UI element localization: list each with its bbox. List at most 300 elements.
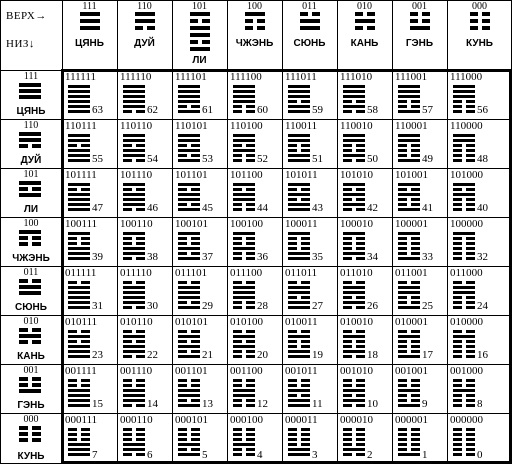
broken-line: [453, 384, 475, 387]
broken-line: [178, 281, 200, 284]
hexagram-111100-symbol: [233, 85, 255, 113]
binary-code: 001001: [395, 365, 428, 377]
hexagram-110111-symbol: [68, 134, 90, 162]
solid-line: [178, 110, 200, 113]
hexagram-number: 40: [477, 202, 488, 214]
broken-line: [398, 350, 420, 353]
row-name: ДУЙ: [20, 155, 42, 166]
column-code: 011: [302, 1, 317, 12]
hexagram-011110-symbol: [123, 281, 145, 309]
solid-line: [123, 301, 145, 304]
broken-line: [453, 453, 475, 456]
hexagram-100111-symbol: [68, 232, 90, 260]
solid-line: [398, 306, 420, 309]
broken-line: [343, 433, 365, 436]
broken-line: [123, 384, 145, 387]
broken-line: [68, 428, 90, 431]
hexagram-cell-46: [117, 168, 172, 217]
solid-line: [398, 95, 420, 98]
hexagram-cell-2: [337, 413, 392, 464]
hexagram-010000-symbol: [453, 330, 475, 358]
solid-line: [178, 389, 200, 392]
hexagram-cell-10: [337, 364, 392, 413]
binary-code: 001110: [120, 365, 153, 377]
hexagram-number: 59: [312, 104, 323, 116]
solid-line: [123, 252, 145, 255]
broken-line: [19, 438, 41, 442]
solid-line: [343, 203, 365, 206]
broken-line: [453, 379, 475, 382]
hexagram-010100-symbol: [233, 330, 255, 358]
solid-line: [123, 286, 145, 289]
solid-line: [343, 301, 365, 304]
solid-line: [343, 448, 365, 451]
solid-line: [245, 12, 265, 16]
binary-code: 100110: [120, 218, 153, 230]
solid-line: [68, 149, 90, 152]
broken-line: [398, 345, 420, 348]
solid-line: [343, 350, 365, 353]
broken-line: [453, 448, 475, 451]
binary-code: 001011: [285, 365, 318, 377]
binary-code: 010011: [285, 316, 318, 328]
hexagram-number: 8: [477, 398, 483, 410]
binary-code: 000001: [395, 414, 428, 426]
row-name: ЧЖЭНЬ: [12, 253, 50, 264]
hexagram-number: 31: [92, 300, 103, 312]
grid-column-line: [117, 0, 118, 464]
solid-line: [178, 198, 200, 201]
solid-line: [178, 257, 200, 260]
grid-row-line: [0, 364, 512, 365]
hexagram-100011-symbol: [288, 232, 310, 260]
solid-line: [178, 291, 200, 294]
solid-line: [398, 453, 420, 456]
broken-line: [300, 12, 320, 16]
hexagram-cell-49: [392, 119, 447, 168]
solid-line: [68, 95, 90, 98]
hexagram-cell-54: [117, 119, 172, 168]
binary-code: 000110: [120, 414, 153, 426]
solid-line: [123, 193, 145, 196]
binary-code: 011011: [285, 267, 318, 279]
solid-line: [178, 183, 200, 186]
broken-line: [398, 105, 420, 108]
binary-code: 001000: [450, 365, 483, 377]
solid-line: [19, 291, 41, 295]
trigram-000-symbol: [19, 426, 41, 442]
trigram-010-symbol: [355, 12, 375, 30]
solid-line: [68, 85, 90, 88]
broken-line: [343, 149, 365, 152]
broken-line: [178, 384, 200, 387]
hexagram-111011-symbol: [288, 85, 310, 113]
hexagram-number: 53: [202, 153, 213, 165]
hexagram-cell-48: [447, 119, 512, 168]
broken-line: [123, 379, 145, 382]
broken-line: [68, 242, 90, 245]
broken-line: [398, 443, 420, 446]
hexagram-010111-symbol: [68, 330, 90, 358]
solid-line: [68, 198, 90, 201]
broken-line: [190, 40, 210, 44]
binary-code: 011010: [340, 267, 373, 279]
hexagram-cell-26: [337, 266, 392, 315]
solid-line: [190, 12, 210, 16]
hexagram-cell-19: [282, 315, 337, 364]
broken-line: [233, 203, 255, 206]
solid-line: [233, 296, 255, 299]
broken-line: [178, 301, 200, 304]
solid-line: [453, 139, 475, 142]
broken-line: [123, 453, 145, 456]
hexagram-110010-symbol: [343, 134, 365, 162]
broken-line: [453, 433, 475, 436]
solid-line: [68, 90, 90, 93]
solid-line: [288, 291, 310, 294]
broken-line: [233, 404, 255, 407]
solid-line: [233, 134, 255, 137]
solid-line: [288, 232, 310, 235]
hexagram-cell-45: [172, 168, 227, 217]
broken-line: [288, 281, 310, 284]
hexagram-cell-36: [227, 217, 282, 266]
column-code: 001: [412, 1, 427, 12]
row-header-100: [0, 217, 62, 266]
solid-line: [19, 389, 41, 393]
solid-line: [68, 350, 90, 353]
binary-code: 010010: [340, 316, 373, 328]
solid-line: [68, 286, 90, 289]
column-code: 110: [137, 1, 152, 12]
broken-line: [123, 330, 145, 333]
solid-line: [68, 257, 90, 260]
hexagram-cell-27: [282, 266, 337, 315]
binary-code: 001100: [230, 365, 263, 377]
binary-code: 101101: [175, 169, 208, 181]
solid-line: [398, 159, 420, 162]
solid-line: [68, 389, 90, 392]
solid-line: [178, 404, 200, 407]
broken-line: [19, 377, 41, 381]
hexagram-number: 63: [92, 104, 103, 116]
binary-code: 010100: [230, 316, 263, 328]
broken-line: [19, 279, 41, 283]
solid-line: [19, 193, 41, 197]
column-name: ДУЙ: [134, 38, 155, 49]
hexagram-number: 56: [477, 104, 488, 116]
hexagram-number: 50: [367, 153, 378, 165]
hexagram-cell-28: [227, 266, 282, 315]
broken-line: [453, 355, 475, 358]
broken-line: [453, 252, 475, 255]
solid-line: [178, 90, 200, 93]
row-header-010: [0, 315, 62, 364]
solid-line: [68, 394, 90, 397]
solid-line: [288, 350, 310, 353]
binary-code: 100101: [175, 218, 208, 230]
solid-line: [123, 105, 145, 108]
binary-code: 011100: [230, 267, 263, 279]
broken-line: [453, 110, 475, 113]
row-name: СЮНЬ: [15, 302, 47, 313]
broken-line: [453, 281, 475, 284]
solid-line: [68, 404, 90, 407]
broken-line: [343, 247, 365, 250]
solid-line: [178, 355, 200, 358]
broken-line: [343, 428, 365, 431]
row-header-111: [0, 70, 62, 119]
binary-code: 101011: [285, 169, 318, 181]
broken-line: [68, 188, 90, 191]
hexagram-101110-symbol: [123, 183, 145, 211]
solid-line: [288, 193, 310, 196]
solid-line: [343, 105, 365, 108]
broken-line: [123, 433, 145, 436]
solid-line: [68, 453, 90, 456]
hexagram-number: 52: [257, 153, 268, 165]
solid-line: [178, 232, 200, 235]
hexagram-number: 55: [92, 153, 103, 165]
solid-line: [343, 134, 365, 137]
solid-line: [68, 232, 90, 235]
hexagram-cell-32: [447, 217, 512, 266]
grid-column-line: [0, 0, 1, 464]
hexagram-number: 5: [202, 449, 208, 461]
hexagram-cell-50: [337, 119, 392, 168]
broken-line: [178, 105, 200, 108]
broken-line: [453, 144, 475, 147]
solid-line: [19, 230, 41, 234]
binary-code: 001010: [340, 365, 373, 377]
broken-line: [178, 433, 200, 436]
binary-code: 000000: [450, 414, 483, 426]
broken-line: [178, 203, 200, 206]
solid-line: [410, 26, 430, 30]
solid-line: [288, 257, 310, 260]
column-name: ЦЯНЬ: [75, 38, 104, 49]
broken-line: [453, 203, 475, 206]
hexagram-number: 27: [312, 300, 323, 312]
hexagram-number: 3: [312, 449, 318, 461]
hexagram-number: 38: [147, 251, 158, 263]
hexagram-number: 62: [147, 104, 158, 116]
solid-line: [19, 83, 41, 87]
hexagram-001101-symbol: [178, 379, 200, 407]
solid-line: [68, 443, 90, 446]
row-header-101: [0, 168, 62, 217]
broken-line: [470, 12, 490, 16]
hexagram-110011-symbol: [288, 134, 310, 162]
hexagram-number: 54: [147, 153, 158, 165]
trigram-101-symbol: [19, 181, 41, 197]
broken-line: [343, 340, 365, 343]
solid-line: [343, 183, 365, 186]
hexagram-cell-3: [282, 413, 337, 464]
broken-line: [68, 340, 90, 343]
broken-line: [68, 384, 90, 387]
solid-line: [68, 159, 90, 162]
broken-line: [288, 428, 310, 431]
hexagram-number: 60: [257, 104, 268, 116]
broken-line: [453, 208, 475, 211]
broken-line: [123, 208, 145, 211]
broken-line: [470, 26, 490, 30]
solid-line: [68, 301, 90, 304]
hexagram-cell-25: [392, 266, 447, 315]
broken-line: [288, 443, 310, 446]
broken-line: [233, 330, 255, 333]
hexagram-cell-44: [227, 168, 282, 217]
broken-line: [288, 237, 310, 240]
broken-line: [288, 188, 310, 191]
broken-line: [233, 340, 255, 343]
broken-line: [453, 247, 475, 250]
broken-line: [19, 236, 41, 240]
broken-line: [453, 404, 475, 407]
hexagram-000100-symbol: [233, 428, 255, 456]
broken-line: [178, 340, 200, 343]
binary-code: 010001: [395, 316, 428, 328]
solid-line: [288, 159, 310, 162]
binary-code: 110111: [65, 120, 97, 132]
solid-line: [288, 389, 310, 392]
solid-line: [233, 291, 255, 294]
hexagram-cell-8: [447, 364, 512, 413]
broken-line: [233, 350, 255, 353]
broken-line: [135, 26, 155, 30]
broken-line: [453, 443, 475, 446]
corner-cell: [0, 0, 62, 70]
row-code: 100: [23, 218, 39, 229]
trigram-010-symbol: [19, 328, 41, 344]
broken-line: [233, 428, 255, 431]
broken-line: [233, 242, 255, 245]
solid-line: [178, 100, 200, 103]
binary-code: 100010: [340, 218, 373, 230]
broken-line: [19, 242, 41, 246]
hexagram-number: 11: [312, 398, 323, 410]
broken-line: [233, 301, 255, 304]
hexagram-number: 15: [92, 398, 103, 410]
binary-code: 111100: [230, 71, 262, 83]
solid-line: [398, 90, 420, 93]
broken-line: [453, 105, 475, 108]
hexagram-001010-symbol: [343, 379, 365, 407]
broken-line: [123, 242, 145, 245]
hexagram-101011-symbol: [288, 183, 310, 211]
solid-line: [19, 89, 41, 93]
binary-code: 101110: [120, 169, 153, 181]
hexagram-111111-symbol: [68, 85, 90, 113]
solid-line: [123, 389, 145, 392]
solid-line: [135, 19, 155, 23]
solid-line: [123, 90, 145, 93]
column-header-000: [447, 0, 512, 70]
solid-line: [123, 247, 145, 250]
solid-line: [233, 389, 255, 392]
binary-code: 000011: [285, 414, 318, 426]
solid-line: [68, 203, 90, 206]
solid-line: [68, 448, 90, 451]
hexagram-cell-43: [282, 168, 337, 217]
broken-line: [398, 330, 420, 333]
solid-line: [123, 232, 145, 235]
hexagram-cell-63: [62, 70, 117, 119]
broken-line: [178, 237, 200, 240]
solid-line: [68, 134, 90, 137]
broken-line: [343, 198, 365, 201]
hexagram-111010-symbol: [343, 85, 365, 113]
hexagram-cell-35: [282, 217, 337, 266]
solid-line: [123, 443, 145, 446]
broken-line: [68, 281, 90, 284]
broken-line: [343, 394, 365, 397]
hexagram-number: 41: [422, 202, 433, 214]
solid-line: [123, 95, 145, 98]
broken-line: [453, 428, 475, 431]
solid-line: [288, 208, 310, 211]
solid-line: [233, 183, 255, 186]
solid-line: [233, 198, 255, 201]
broken-line: [343, 379, 365, 382]
solid-line: [398, 193, 420, 196]
broken-line: [288, 394, 310, 397]
broken-line: [410, 12, 430, 16]
solid-line: [19, 334, 41, 338]
binary-code: 110101: [175, 120, 208, 132]
hexagram-number: 39: [92, 251, 103, 263]
hexagram-number: 17: [422, 349, 433, 361]
solid-line: [178, 247, 200, 250]
solid-line: [343, 286, 365, 289]
solid-line: [19, 181, 41, 185]
solid-line: [343, 85, 365, 88]
solid-line: [288, 203, 310, 206]
hexagram-number: 57: [422, 104, 433, 116]
hexagram-number: 44: [257, 202, 268, 214]
broken-line: [398, 448, 420, 451]
binary-code: 011001: [395, 267, 428, 279]
broken-line: [343, 296, 365, 299]
solid-line: [178, 335, 200, 338]
hexagram-cell-23: [62, 315, 117, 364]
broken-line: [233, 379, 255, 382]
solid-line: [233, 193, 255, 196]
binary-code: 110001: [395, 120, 428, 132]
broken-line: [343, 438, 365, 441]
broken-line: [398, 384, 420, 387]
hexagram-010001-symbol: [398, 330, 420, 358]
solid-line: [178, 193, 200, 196]
broken-line: [68, 144, 90, 147]
hexagram-100001-symbol: [398, 232, 420, 260]
column-code: 101: [192, 1, 207, 12]
hexagram-cell-53: [172, 119, 227, 168]
broken-line: [233, 355, 255, 358]
solid-line: [453, 85, 475, 88]
broken-line: [288, 330, 310, 333]
solid-line: [178, 149, 200, 152]
hexagram-cell-42: [337, 168, 392, 217]
row-code: 111: [23, 71, 39, 82]
corner-bottom-label: НИЗ↓: [6, 38, 35, 50]
hexagram-100010-symbol: [343, 232, 365, 260]
binary-code: 001111: [65, 365, 97, 377]
column-header-100: [227, 0, 282, 70]
broken-line: [398, 399, 420, 402]
solid-line: [19, 285, 41, 289]
